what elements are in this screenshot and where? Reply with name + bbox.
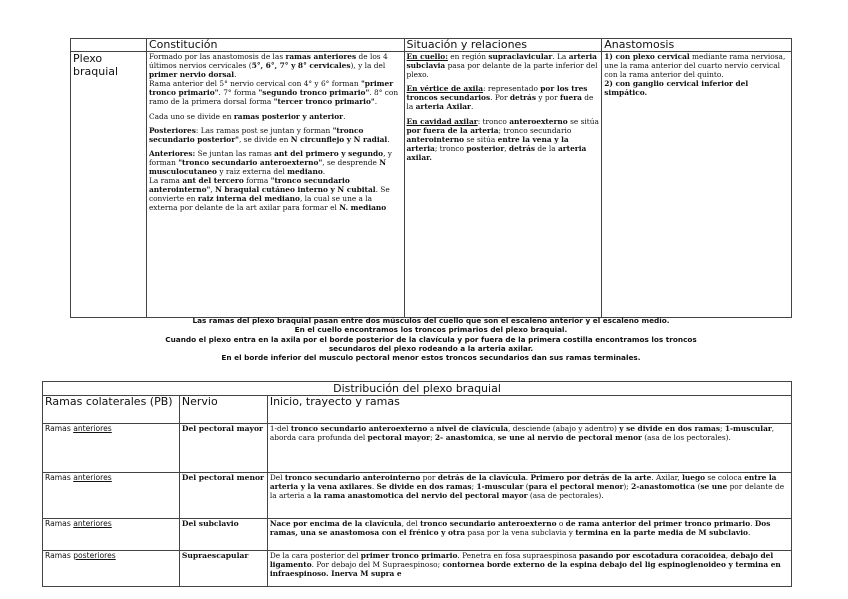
paragraph (407, 52, 600, 79)
text-run: 1) con plexo cervical (604, 52, 690, 61)
text-run: Del (269, 473, 285, 482)
paragraph (407, 84, 600, 111)
text-run: pasa por la vena subclavia y (465, 528, 576, 538)
nerve-description (267, 424, 791, 473)
table-row (43, 551, 792, 587)
text-run: nivel de clavícula (436, 424, 509, 433)
text-run: debajo del ligamento (269, 551, 774, 570)
constitucion-cell (146, 52, 404, 318)
text-run: la rama anastomotica del nervio del pectoral mayor (313, 491, 528, 501)
text-run: Se juntan las ramas (195, 148, 275, 158)
text-run: se une al nervio de pectoral menor (497, 433, 642, 443)
paragraph (149, 149, 402, 176)
text-run: ramas posterior y anterior (233, 111, 344, 121)
text-run: por los tres troncos secundarios (406, 84, 588, 103)
text-run: arteria axilar. (406, 143, 587, 162)
text-run: luego (682, 473, 706, 482)
text-run: De la cara posterior del (269, 551, 361, 560)
text-run: . (374, 97, 378, 107)
text-run: fuera (559, 93, 582, 103)
text-run: se une (700, 482, 728, 492)
text-run: entre la arteria y la vena axilares (269, 473, 777, 492)
text-run: 2) con ganglio cervical inferior del simpático. (604, 79, 749, 98)
text-run: , (210, 185, 216, 195)
paragraph (149, 112, 402, 121)
text-run: Nace por encima de la clavícula (269, 519, 402, 528)
text-run: pectoral mayor (367, 433, 431, 443)
text-run: 5°, 6°, 7° y 8° cervicales (251, 61, 351, 71)
text-run: Dos ramas, una se anastomosa con el frénico y otra (269, 519, 771, 538)
text-run: pasando por escotadura coracoidea (578, 551, 726, 560)
text-run: : Las ramas post se juntan y forman (195, 125, 333, 135)
summary-line: secundaros del plexo rodeando a la arteria axilar. (328, 343, 534, 353)
text-run: N. mediano (339, 203, 387, 213)
text-run: Formado por las anastomosis de las (148, 52, 286, 61)
text-run: N musculocutaneo (148, 157, 387, 177)
text-run: ; tronco secundario (498, 125, 572, 135)
paragraph (149, 126, 402, 144)
text-run: , se desprende (322, 157, 380, 167)
ramas-kind: anteriores (73, 473, 112, 482)
ramas-prefix: Ramas (45, 519, 74, 528)
text-run: detrás (508, 143, 536, 153)
text-run: . 7° forma (218, 88, 259, 98)
text-run: ramas anteriores (285, 52, 357, 61)
text-run: de la (406, 93, 594, 112)
text-run: . Por debajo del M Supraespinoso; (311, 560, 443, 570)
text-run: , (493, 433, 498, 443)
text-run: ), y la del (350, 61, 386, 71)
text-run: y raiz externa del (216, 167, 288, 177)
text-run: "tercer tronco primario" (273, 97, 375, 107)
text-run: anteroexterno (509, 116, 568, 126)
header-nervio: Nervio (179, 396, 267, 424)
nerve-name: Del pectoral menor (179, 473, 267, 519)
header-constitucion: Constitución (146, 39, 404, 52)
paragraph (149, 176, 402, 212)
text-run: . (387, 134, 390, 144)
text-run: tronco secundario anterointerno (284, 473, 421, 482)
text-run: posterior (466, 143, 505, 153)
text-run: . (747, 528, 751, 538)
header-anastomosis: Anastomosis (602, 39, 792, 52)
empty-header-cell (71, 39, 147, 52)
text-run: , del (401, 519, 421, 528)
text-run: Cada uno se divide en (148, 111, 234, 121)
text-run: mediante rama nerviosa, une la rama anterior del cuarto nervio cervical con la rama anterior del quinto. (604, 52, 786, 80)
text-run: o (556, 519, 566, 528)
text-run: N circunflejo y N radial (290, 134, 388, 144)
nerve-description (267, 473, 791, 519)
situacion-cell (404, 52, 602, 318)
paragraph (604, 52, 789, 79)
text-run: , (504, 143, 509, 153)
text-run: se sitúa (567, 116, 599, 126)
text-run: . Penetra en fosa supraespinosa (457, 551, 579, 560)
text-run: . Por (490, 93, 510, 103)
text-run: 1-muscular (724, 424, 772, 433)
text-run: entre la vena y la arteria (406, 134, 569, 153)
paragraph (149, 52, 402, 79)
text-run: 2- anastomica (434, 433, 494, 443)
ramas-prefix: Ramas (45, 551, 74, 560)
text-run: . (322, 167, 326, 177)
text-run: . (343, 111, 346, 121)
text-run: Primero por detrás de la arte (530, 473, 652, 482)
text-run: primer nervio dorsal (148, 70, 235, 80)
text-run: a (427, 424, 437, 433)
text-run: ( (523, 482, 529, 492)
text-run: , (725, 551, 731, 560)
ramas-type (43, 473, 180, 519)
ramas-type (43, 424, 180, 473)
text-run: ; (471, 482, 477, 492)
text-run: raiz interna del mediano (197, 194, 300, 204)
text-run: Rama anterior del 5° nervio cervical con 4° y 6° forman (148, 79, 361, 89)
text-run: tronco secundario anteroexterno (290, 424, 428, 433)
table-row (43, 473, 792, 519)
text-run: ; (720, 424, 725, 433)
table-header-row (71, 39, 792, 52)
summary-line: Cuando el plexo entra en la axila por el borde posterior de la clavícula y por fuera de la primera costilla encontramos los troncos (165, 334, 697, 344)
text-run: termina en la parte media de M subclavio (575, 528, 748, 538)
text-run: "tronco secundario anterointerno" (148, 176, 350, 195)
text-run: tronco secundario anteroexterno (420, 519, 557, 528)
text-run: : tronco (477, 116, 510, 126)
text-run: detrás de la clavícula (437, 473, 526, 482)
text-run: . La (552, 52, 569, 61)
nerve-description (267, 519, 791, 551)
text-run: En vértice de axila (406, 84, 484, 94)
table-row (71, 52, 792, 318)
text-run: , la cual se une a la externa por delante de la art axilar para formar el (148, 194, 373, 213)
text-run: , y forman (148, 148, 392, 167)
paragraph (604, 79, 789, 97)
text-run: contornea borde externo de la espina debajo del lig espinoglenoideo y termina en infraespinoso. Inerva M supra e (269, 560, 781, 579)
table-header-row (43, 396, 792, 424)
text-run: en región (447, 52, 489, 61)
text-run: primer tronco primario (360, 551, 458, 560)
header-inicio: Inicio, trayecto y ramas (267, 396, 791, 424)
text-run: forma (243, 176, 271, 186)
ramas-type (43, 551, 180, 587)
text-run: En cavidad axilar (406, 116, 478, 126)
header-ramas: Ramas colaterales (PB) (43, 396, 180, 424)
nerve-name: Del pectoral mayor (179, 424, 267, 473)
paragraph (407, 117, 600, 162)
ramas-type (43, 519, 180, 551)
text-run: se sitúa (464, 134, 498, 144)
text-run: mediano (287, 167, 323, 177)
constitution-table (70, 38, 792, 318)
summary-line: Las ramas del plexo braquial pasan entre dos músculos del cuello que son el escaleno anterior y el escaleno medio. (192, 316, 670, 325)
text-run: y por (536, 93, 560, 103)
ramas-prefix: Ramas (45, 473, 74, 482)
text-run: Anteriores: (148, 148, 196, 158)
text-run: N braquial cutáneo interno y N cubital (215, 185, 376, 195)
text-run: "tronco secundario anteroexterno" (178, 157, 323, 167)
text-run: "tronco secundario posterior" (148, 125, 364, 144)
ramas-prefix: Ramas (45, 424, 74, 433)
text-run: de la (535, 143, 558, 153)
text-run: , desciende (abajo y adentro) (508, 424, 620, 433)
text-run: , aborda cara profunda del (269, 424, 775, 443)
text-run: (asa de pectorales). (527, 491, 604, 501)
text-run: En cuello: (406, 52, 448, 61)
anastomosis-cell (602, 52, 792, 318)
text-run: 1-muscular (476, 482, 524, 492)
text-run: para el pectoral menor (528, 482, 624, 492)
text-run: "primer tronco primario" (148, 79, 394, 98)
text-run: . Axilar, (651, 473, 683, 482)
nerve-description (267, 551, 791, 587)
table-row (43, 519, 792, 551)
distribution-table (42, 381, 792, 587)
nerve-name: Supraescapular (179, 551, 267, 587)
summary-line: En el cuello encontramos los troncos primarios del plexo braquial. (294, 325, 568, 335)
text-run: anterointerno (406, 134, 465, 144)
summary-text (70, 316, 792, 362)
text-run: . (750, 519, 755, 528)
text-run: por fuera de la arteria (406, 125, 499, 135)
summary-line: En el borde inferior del musculo pectoral menor estos troncos secundarios dan sus ramas terminales. (221, 353, 641, 363)
paragraph (149, 79, 402, 106)
text-run: La rama (148, 176, 183, 186)
text-run: . (470, 102, 474, 112)
text-run: arteria Axilar (415, 102, 471, 112)
table-row (43, 424, 792, 473)
text-run: se coloca (705, 473, 745, 482)
text-run: pasa por delante de la parte inferior del plexo. (406, 61, 598, 80)
table-title-row (43, 382, 792, 396)
text-run: . 8° con ramo de la primera dorsal forma (148, 88, 399, 107)
text-run: y se divide en dos ramas (619, 424, 720, 433)
text-run: 1-del (269, 424, 291, 433)
text-run: ); (623, 482, 632, 492)
text-run: por (420, 473, 438, 482)
text-run: Posteriores (148, 125, 196, 135)
text-run: . (234, 70, 237, 80)
text-run: 2-anastomotica (631, 482, 696, 492)
row-label-plexo-braquial: Plexo braquial (71, 52, 147, 318)
ramas-kind: posteriores (73, 551, 116, 560)
table-title: Distribución del plexo braquial (43, 382, 792, 396)
text-run: supraclavicular (488, 52, 553, 61)
text-run: . Se convierte en (148, 185, 390, 204)
text-run: por delante de la arteria a (269, 482, 785, 501)
text-run: : representado (483, 84, 541, 94)
nerve-name: Del subclavio (179, 519, 267, 551)
text-run: , se divide en (238, 134, 291, 144)
text-run: ant del tercero (182, 176, 244, 186)
text-run: . (371, 482, 377, 492)
ramas-kind: anteriores (73, 519, 112, 528)
text-run: ; (430, 433, 435, 443)
text-run: de los 4 últimos nervios cervicales ( (148, 52, 388, 71)
ramas-kind: anteriores (73, 424, 112, 433)
text-run: arteria subclavia (406, 52, 597, 71)
text-run: (asa de los pectorales). (641, 433, 731, 443)
text-run: ( (695, 482, 701, 492)
text-run: ant del primero y segundo (274, 148, 384, 158)
text-run: detrás (509, 93, 537, 103)
text-run: "segundo tronco primario" (258, 88, 370, 98)
text-run: de rama anterior del primer tronco primario (565, 519, 751, 528)
header-situacion: Situación y relaciones (404, 39, 602, 52)
text-run: ; tronco (434, 143, 467, 153)
text-run: . (525, 473, 531, 482)
text-run: Se divide en dos ramas (376, 482, 472, 492)
